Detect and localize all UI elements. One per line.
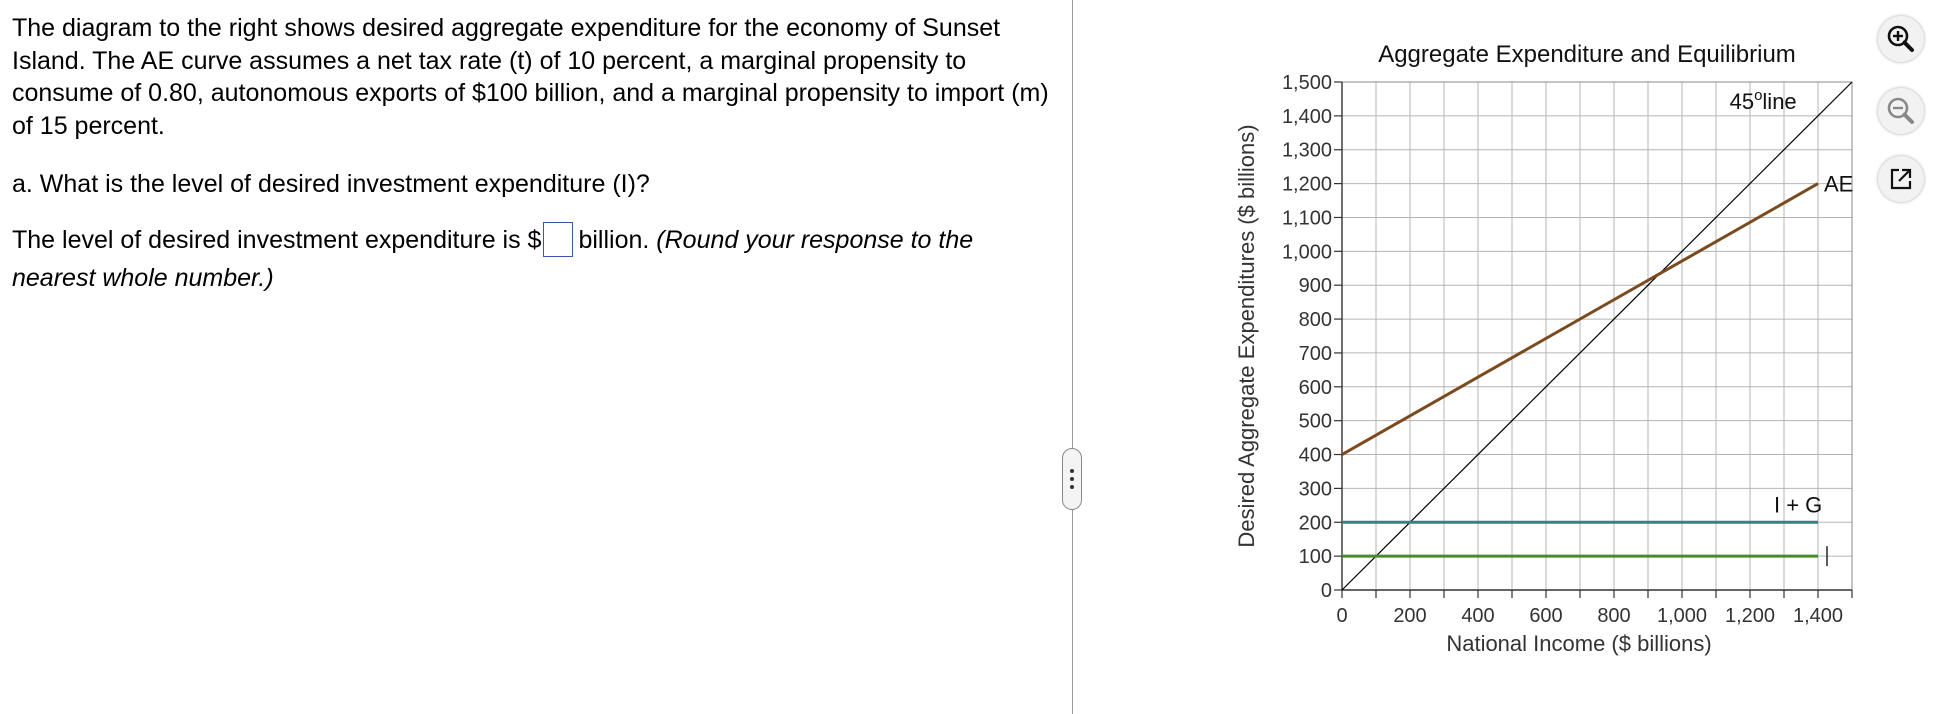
ae-chart	[1220, 30, 1860, 670]
handle-dot	[1070, 469, 1074, 473]
popout-icon	[1878, 156, 1924, 202]
i-label: I	[1821, 544, 1828, 570]
x-tick-label: 1,000	[1656, 605, 1708, 627]
x-tick-label: 200	[1393, 605, 1427, 627]
answer-rounding-note: (Round your response to the nearest whole number.)	[12, 225, 974, 292]
zoom-in-icon	[1878, 16, 1924, 62]
pane-resize-handle[interactable]	[1062, 448, 1082, 510]
y-tick-label: 1,000	[1281, 241, 1332, 264]
ae-label: AE	[1824, 171, 1854, 197]
x-axis-label: National Income ($ billions)	[1446, 631, 1712, 656]
y-tick-label: 1,500	[1281, 72, 1332, 94]
x-tick-label: 1,400	[1792, 605, 1844, 627]
x-tick-label: 0	[1336, 605, 1348, 627]
y-tick-label: 500	[1298, 410, 1332, 433]
question-part-a: a. What is the level of desired investment expenditure (I)?	[12, 170, 650, 198]
x-tick-label: 800	[1597, 605, 1631, 627]
x-tick-label: 600	[1529, 605, 1563, 627]
zoom-out-icon	[1878, 88, 1924, 134]
y-axis-label: Desired Aggregate Expenditures ($ billions)	[1234, 124, 1259, 548]
line45-label: 45$^o$line	[1729, 87, 1797, 115]
answer-prefix: The level of desired investment expenditure is $	[12, 225, 542, 254]
y-tick-label: 800	[1298, 309, 1332, 332]
pane-divider	[1072, 0, 1073, 714]
zoom-in-button[interactable]	[1878, 16, 1924, 62]
question-intro: The diagram to the right shows desired aggregate expenditure for the economy of Sunset Island. The AE curve assumes a net tax rate (t) of 10 percent, a marginal propensity to consume of 0.80, autonomous exports of $100 billion, and a marginal propensity to import (m) of 15 percent.	[12, 14, 1049, 140]
chart-title: Aggregate Expenditure and Equilibrium	[1378, 41, 1796, 68]
question-pane	[12, 12, 1052, 297]
y-tick-label: 300	[1298, 478, 1332, 501]
y-tick-label: 0	[1320, 580, 1332, 602]
y-tick-label: 600	[1298, 376, 1332, 399]
popout-button[interactable]	[1878, 156, 1924, 202]
ig-label: I + G	[1774, 492, 1823, 518]
y-tick-label: 200	[1298, 512, 1332, 535]
y-tick-label: 1,400	[1281, 105, 1332, 128]
answer-sentence	[12, 221, 1052, 297]
y-tick-label: 900	[1298, 275, 1332, 298]
x-tick-label: 1,200	[1724, 605, 1776, 627]
y-tick-label: 700	[1298, 342, 1332, 365]
handle-dot	[1070, 485, 1074, 489]
y-tick-label: 1,300	[1281, 139, 1332, 162]
handle-dot	[1070, 477, 1074, 481]
answer-input[interactable]	[543, 222, 573, 257]
answer-suffix: billion.	[578, 225, 650, 254]
zoom-out-button[interactable]	[1878, 88, 1924, 134]
y-tick-label: 100	[1298, 546, 1332, 569]
y-tick-label: 1,200	[1281, 173, 1332, 196]
y-tick-label: 400	[1298, 444, 1332, 467]
x-tick-label: 400	[1461, 605, 1495, 627]
y-tick-label: 1,100	[1281, 207, 1332, 230]
